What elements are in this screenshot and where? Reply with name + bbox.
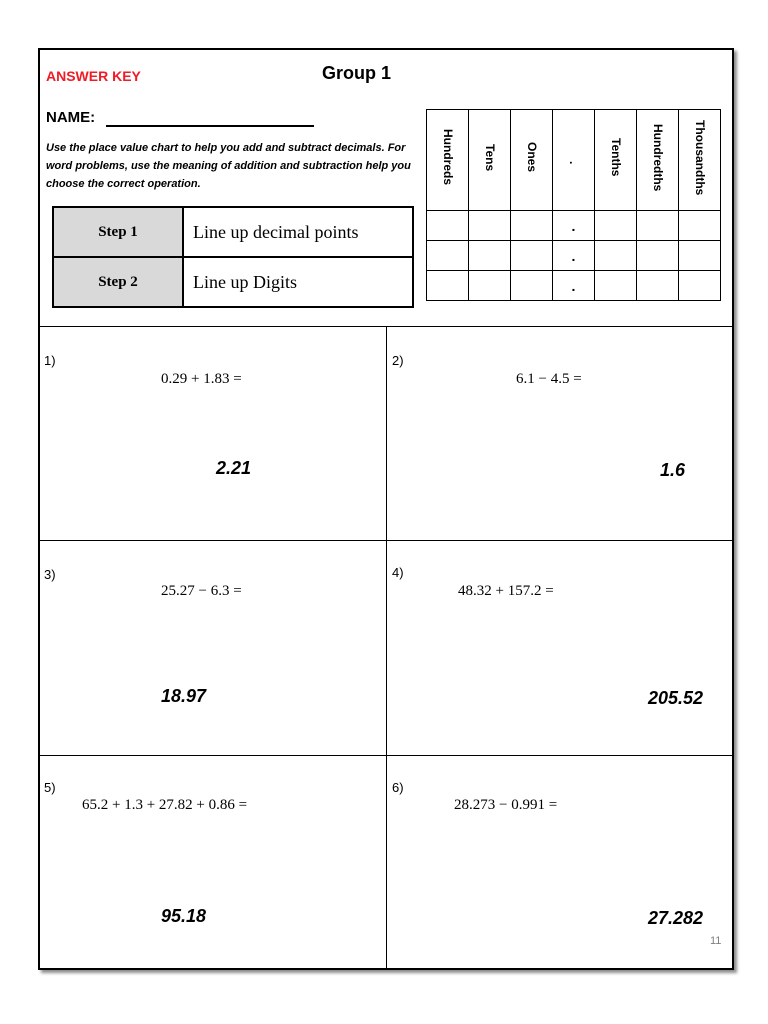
pv-header-label: . [567, 160, 581, 164]
problem-number: 5) [44, 780, 56, 795]
problem-answer: 2.21 [216, 458, 252, 478]
grid-divider-horizontal [40, 540, 732, 541]
pv-cell [511, 211, 553, 241]
page-number: 11 [710, 935, 722, 947]
pv-cell [511, 241, 553, 271]
pv-cell [511, 271, 553, 301]
problem-answer: 205.52 [648, 688, 704, 708]
pv-header-cell [637, 110, 679, 211]
pv-cell [637, 211, 679, 241]
step-row [53, 257, 413, 307]
step-label: Step 2 [53, 257, 183, 307]
pv-decimal-cell: . [553, 211, 595, 241]
problem-equation: 6.1 − 4.5 = [516, 371, 582, 387]
problem-equation: 25.27 − 6.3 = [161, 583, 242, 599]
problem-number: 3) [44, 567, 56, 582]
problem-number: 4) [392, 565, 404, 580]
steps-table [52, 206, 414, 308]
pv-cell [469, 211, 511, 241]
problem-number: 6) [392, 780, 404, 795]
pv-cell [679, 271, 721, 301]
pv-decimal-cell: . [553, 241, 595, 271]
pv-header-label: Tens [483, 143, 497, 172]
page-title: Group 1 [322, 63, 392, 83]
place-value-row [427, 241, 721, 271]
name-label: NAME: [46, 109, 96, 126]
pv-cell [595, 271, 637, 301]
pv-cell [469, 271, 511, 301]
name-line [106, 125, 314, 127]
problem-answer: 1.6 [660, 460, 686, 480]
pv-header-cell [553, 110, 595, 211]
place-value-row [427, 211, 721, 241]
grid-divider-horizontal [40, 755, 732, 756]
pv-header-label: Ones [525, 142, 539, 173]
pv-header-label: Thousandths [693, 119, 707, 196]
pv-cell [469, 241, 511, 271]
problem-equation: 65.2 + 1.3 + 27.82 + 0.86 = [82, 797, 248, 813]
problem-answer: 27.282 [648, 908, 704, 928]
problem-equation: 0.29 + 1.83 = [161, 371, 242, 387]
pv-header-cell [679, 110, 721, 211]
place-value-chart [426, 109, 721, 301]
pv-cell [637, 241, 679, 271]
pv-header-cell [469, 110, 511, 211]
step-text: Line up Digits [183, 257, 413, 307]
pv-header-cell [595, 110, 637, 211]
pv-cell [427, 211, 469, 241]
instructions-text: Use the place value chart to help you add and subtract decimals. For word problems, use the meaning of addition and subtraction help you choose the correct operation. [46, 142, 411, 190]
problem-answer: 95.18 [161, 906, 207, 926]
place-value-header-row [427, 110, 721, 211]
answer-key-label: ANSWER KEY [46, 68, 141, 84]
pv-header-cell [427, 110, 469, 211]
step-label: Step 1 [53, 207, 183, 257]
problem-equation: 48.32 + 157.2 = [458, 583, 554, 599]
pv-header-cell [511, 110, 553, 211]
pv-cell [595, 241, 637, 271]
problem-number: 2) [392, 353, 404, 368]
worksheet-page [38, 48, 734, 970]
grid-divider-vertical [386, 326, 387, 970]
pv-cell [427, 241, 469, 271]
problem-equation: 28.273 − 0.991 = [454, 797, 558, 813]
pv-cell [427, 271, 469, 301]
pv-cell [679, 211, 721, 241]
step-row [53, 207, 413, 257]
pv-cell [637, 271, 679, 301]
pv-header-label: Tenths [609, 138, 623, 177]
pv-decimal-cell: . [553, 271, 595, 301]
pv-cell [595, 211, 637, 241]
pv-header-label: Hundreds [441, 129, 455, 186]
place-value-row [427, 271, 721, 301]
problem-answer: 18.97 [161, 686, 207, 706]
step-text: Line up decimal points [183, 207, 413, 257]
pv-header-label: Hundredths [651, 123, 665, 192]
pv-cell [679, 241, 721, 271]
problem-number: 1) [44, 353, 56, 368]
